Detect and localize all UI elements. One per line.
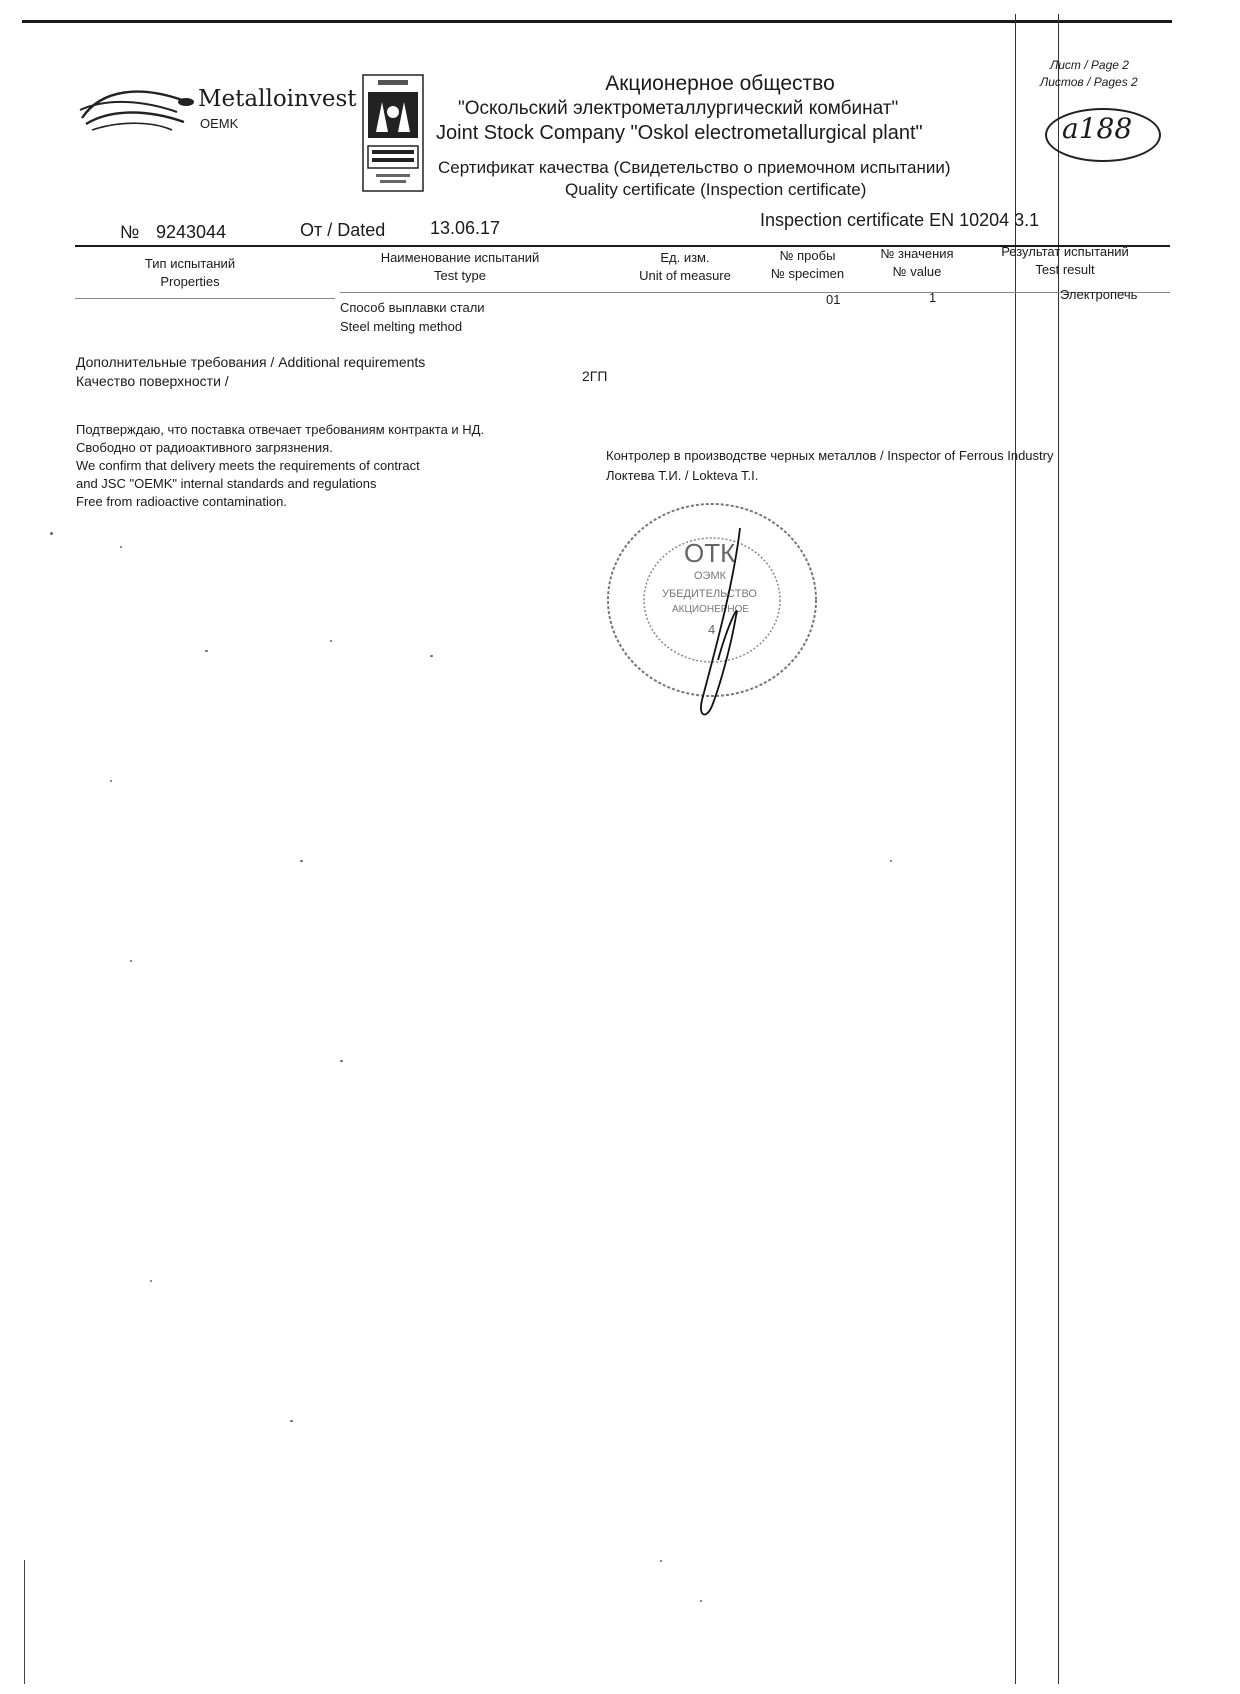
row-result: Электропечь: [1060, 287, 1138, 302]
col-test-type: Наименование испытаний Test type: [380, 250, 540, 283]
stamp-center-text: ОТК: [684, 538, 736, 568]
table-header-rule-2: [340, 292, 1170, 293]
scan-speck: [130, 960, 132, 962]
scan-speck: [430, 655, 433, 657]
certificate-title-en: Quality certificate (Inspection certificate): [565, 180, 867, 199]
scan-speck: [660, 1560, 662, 1562]
scan-speck: [120, 546, 122, 548]
table-header-rule: [75, 298, 335, 299]
scan-speck: [205, 650, 208, 652]
dated-label: От / Dated: [300, 220, 386, 240]
certificate-number: 9243044: [156, 222, 227, 242]
inspector-signature: [688, 520, 758, 730]
confirm-en-3: Free from radioactive contamination.: [76, 494, 287, 509]
top-rule: [22, 20, 1172, 23]
inspection-standard: Inspection certificate EN 10204 3.1: [760, 210, 1040, 230]
scan-speck: [150, 1280, 152, 1282]
logo-brand: Metalloinvest: [198, 86, 357, 112]
col-result: Результат испытаний Test result: [1001, 244, 1129, 277]
page-total: Листов / Pages 2: [1040, 75, 1138, 89]
stamp-line-4: АКЦИОНЕРНОЕ: [672, 604, 750, 615]
inspector-title: Контролер в производстве черных металлов / Inspector of Ferrous Industry: [606, 448, 1054, 463]
inspector-name: Локтева Т.И. / Lokteva T.I.: [606, 468, 759, 483]
col-properties: Тип испытаний Properties: [144, 256, 236, 289]
confirm-ru-2: Свободно от радиоактивного загрязнения.: [76, 440, 333, 455]
surface-quality-label: Качество поверхности /: [76, 373, 229, 389]
handwritten-number: а188: [1062, 112, 1133, 145]
row-test-ru: Способ выплавки стали: [340, 300, 485, 315]
certificate-number-label: №: [120, 222, 140, 242]
confirm-ru-1: Подтверждаю, что поставка отвечает требованиям контракта и НД.: [76, 422, 485, 437]
additional-requirements-label: Дополнительные требования / Additional requirements: [76, 354, 426, 370]
confirm-en-2: and JSC "OEMK" internal standards and regulations: [76, 476, 377, 491]
scan-speck: [700, 1600, 702, 1602]
col-unit: Ед. изм. Unit of measure: [639, 250, 731, 283]
company-type-ru: Акционерное общество: [605, 72, 835, 95]
scan-speck: [300, 860, 303, 862]
stamp-line-3: УБЕДИТЕЛЬСТВО: [662, 588, 757, 600]
row-specimen: 01: [826, 292, 841, 307]
iso-certification-seal: [362, 74, 424, 192]
row-test-en: Steel melting method: [340, 319, 463, 334]
row-value: 1: [929, 290, 937, 305]
scan-speck: [110, 780, 112, 782]
scan-line-leftedge: [24, 1560, 25, 1684]
scan-speck: [330, 640, 332, 642]
stamp-line-2: ОЭМК: [694, 570, 727, 582]
col-specimen: № пробы № specimen: [770, 248, 845, 281]
metalloinvest-logo-icon: [72, 78, 197, 138]
scan-speck: [50, 532, 53, 535]
page-number: Лист / Page 2: [1050, 58, 1129, 72]
stamp-digit: 4: [708, 622, 716, 637]
logo-sub: OEMK: [200, 116, 239, 131]
company-name-en: Joint Stock Company "Oskol electrometallurgical plant": [436, 122, 923, 144]
certificate-date: 13.06.17: [430, 218, 501, 238]
scan-speck: [290, 1420, 293, 1422]
col-value: № значения № value: [880, 246, 954, 279]
confirm-en-1: We confirm that delivery meets the requirements of contract: [76, 458, 420, 473]
scan-speck: [340, 1060, 343, 1062]
company-name-ru: "Оскольский электрометаллургический комбинат": [458, 98, 899, 119]
surface-quality-value: 2ГП: [582, 368, 608, 384]
scan-speck: [890, 860, 892, 862]
certificate-title-ru: Сертификат качества (Свидетельство о приемочном испытании): [438, 158, 951, 177]
